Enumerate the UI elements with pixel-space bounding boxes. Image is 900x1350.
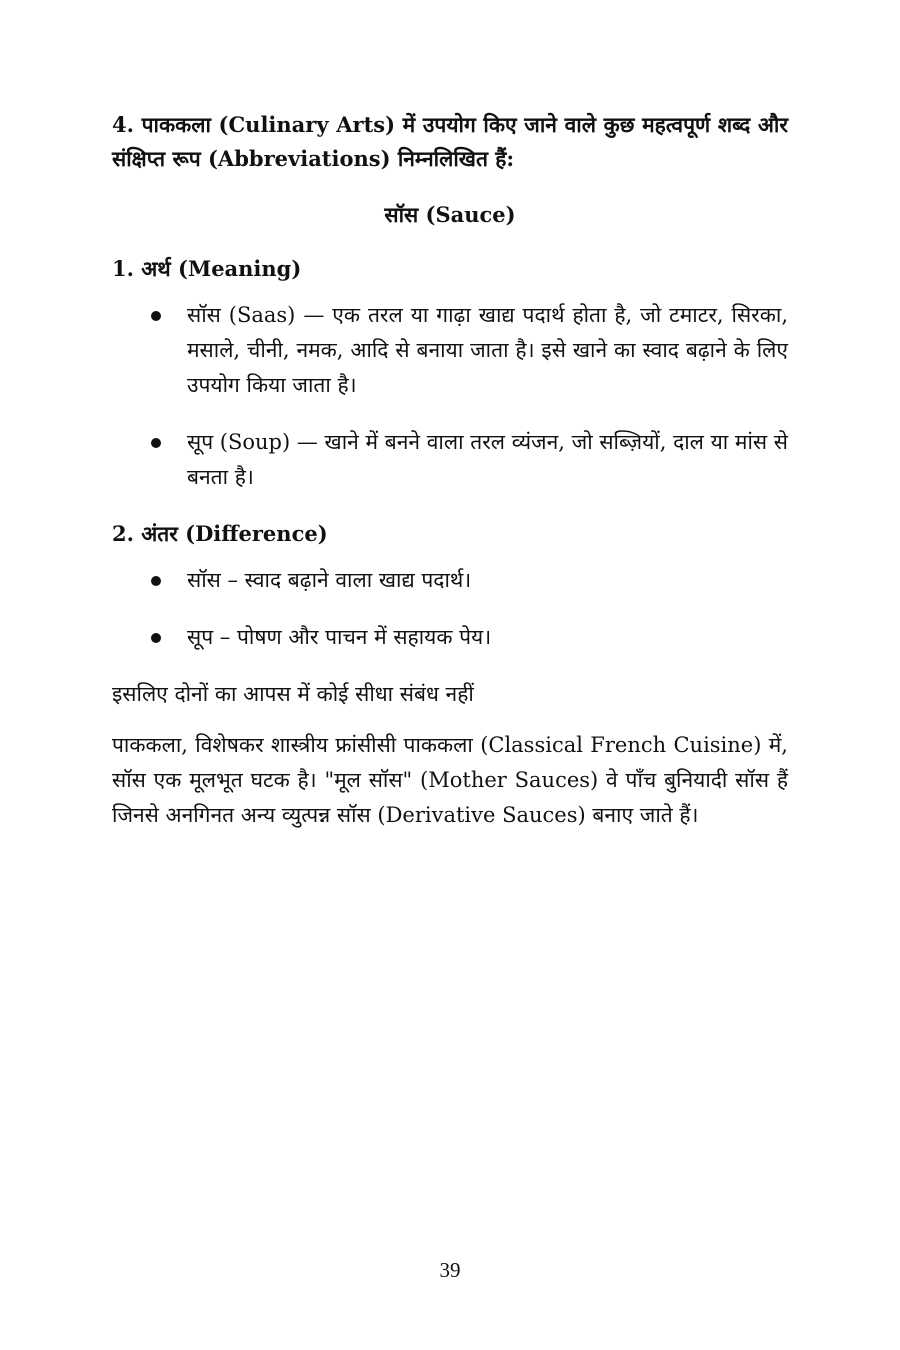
list-item	[187, 425, 788, 495]
bullet-icon	[151, 576, 161, 586]
bullet-icon	[151, 633, 161, 643]
difference-heading: 2. अंतर (Difference)	[112, 521, 328, 546]
intro-heading: 4. पाककला (Culinary Arts) में उपयोग किए जाने वाले कुछ महत्वपूर्ण शब्द और संक्षिप्त रूप (Abbreviations) निम्नलिखित हैं:	[112, 112, 788, 171]
list-item-text: सॉस (Saas) — एक तरल या गाढ़ा खाद्य पदार्थ होता है, जो टमाटर, सिरका, मसाले, चीनी, नमक, आदि से बनाया जाता है। इसे खाने का स्वाद बढ़ाने के लिए उपयोग किया जाता है।	[187, 303, 788, 397]
page-number: 39	[439, 1258, 461, 1282]
bullet-icon	[151, 438, 161, 448]
section-title: सॉस (Sauce)	[384, 202, 516, 227]
list-item-text: सूप (Soup) — खाने में बनने वाला तरल व्यंजन, जो सब्ज़ियों, दाल या मांस से बनता है।	[187, 430, 788, 489]
closing-paragraph: पाककला, विशेषकर शास्त्रीय फ्रांसीसी पाककला (Classical French Cuisine) में, सॉस एक मूलभूत घटक है। "मूल सॉस" (Mother Sauces) वे पाँच बुनियादी सॉस हैं जिनसे अनगिनत अन्य व्युत्पन्न सॉस (Derivative Sauces) बनाए जाते हैं।	[112, 733, 788, 827]
list-item-text: सूप – पोषण और पाचन में सहायक पेय।	[187, 625, 492, 649]
meaning-list	[112, 298, 788, 495]
list-item-text: सॉस – स्वाद बढ़ाने वाला खाद्य पदार्थ।	[187, 568, 472, 592]
difference-list	[112, 563, 788, 655]
meaning-heading: 1. अर्थ (Meaning)	[112, 256, 302, 281]
conclusion-text: इसलिए दोनों का आपस में कोई सीधा संबंध नहीं	[112, 682, 474, 706]
page-content	[112, 108, 788, 833]
list-item	[187, 563, 788, 598]
list-item	[187, 298, 788, 403]
bullet-icon	[151, 311, 161, 321]
list-item	[187, 620, 788, 655]
